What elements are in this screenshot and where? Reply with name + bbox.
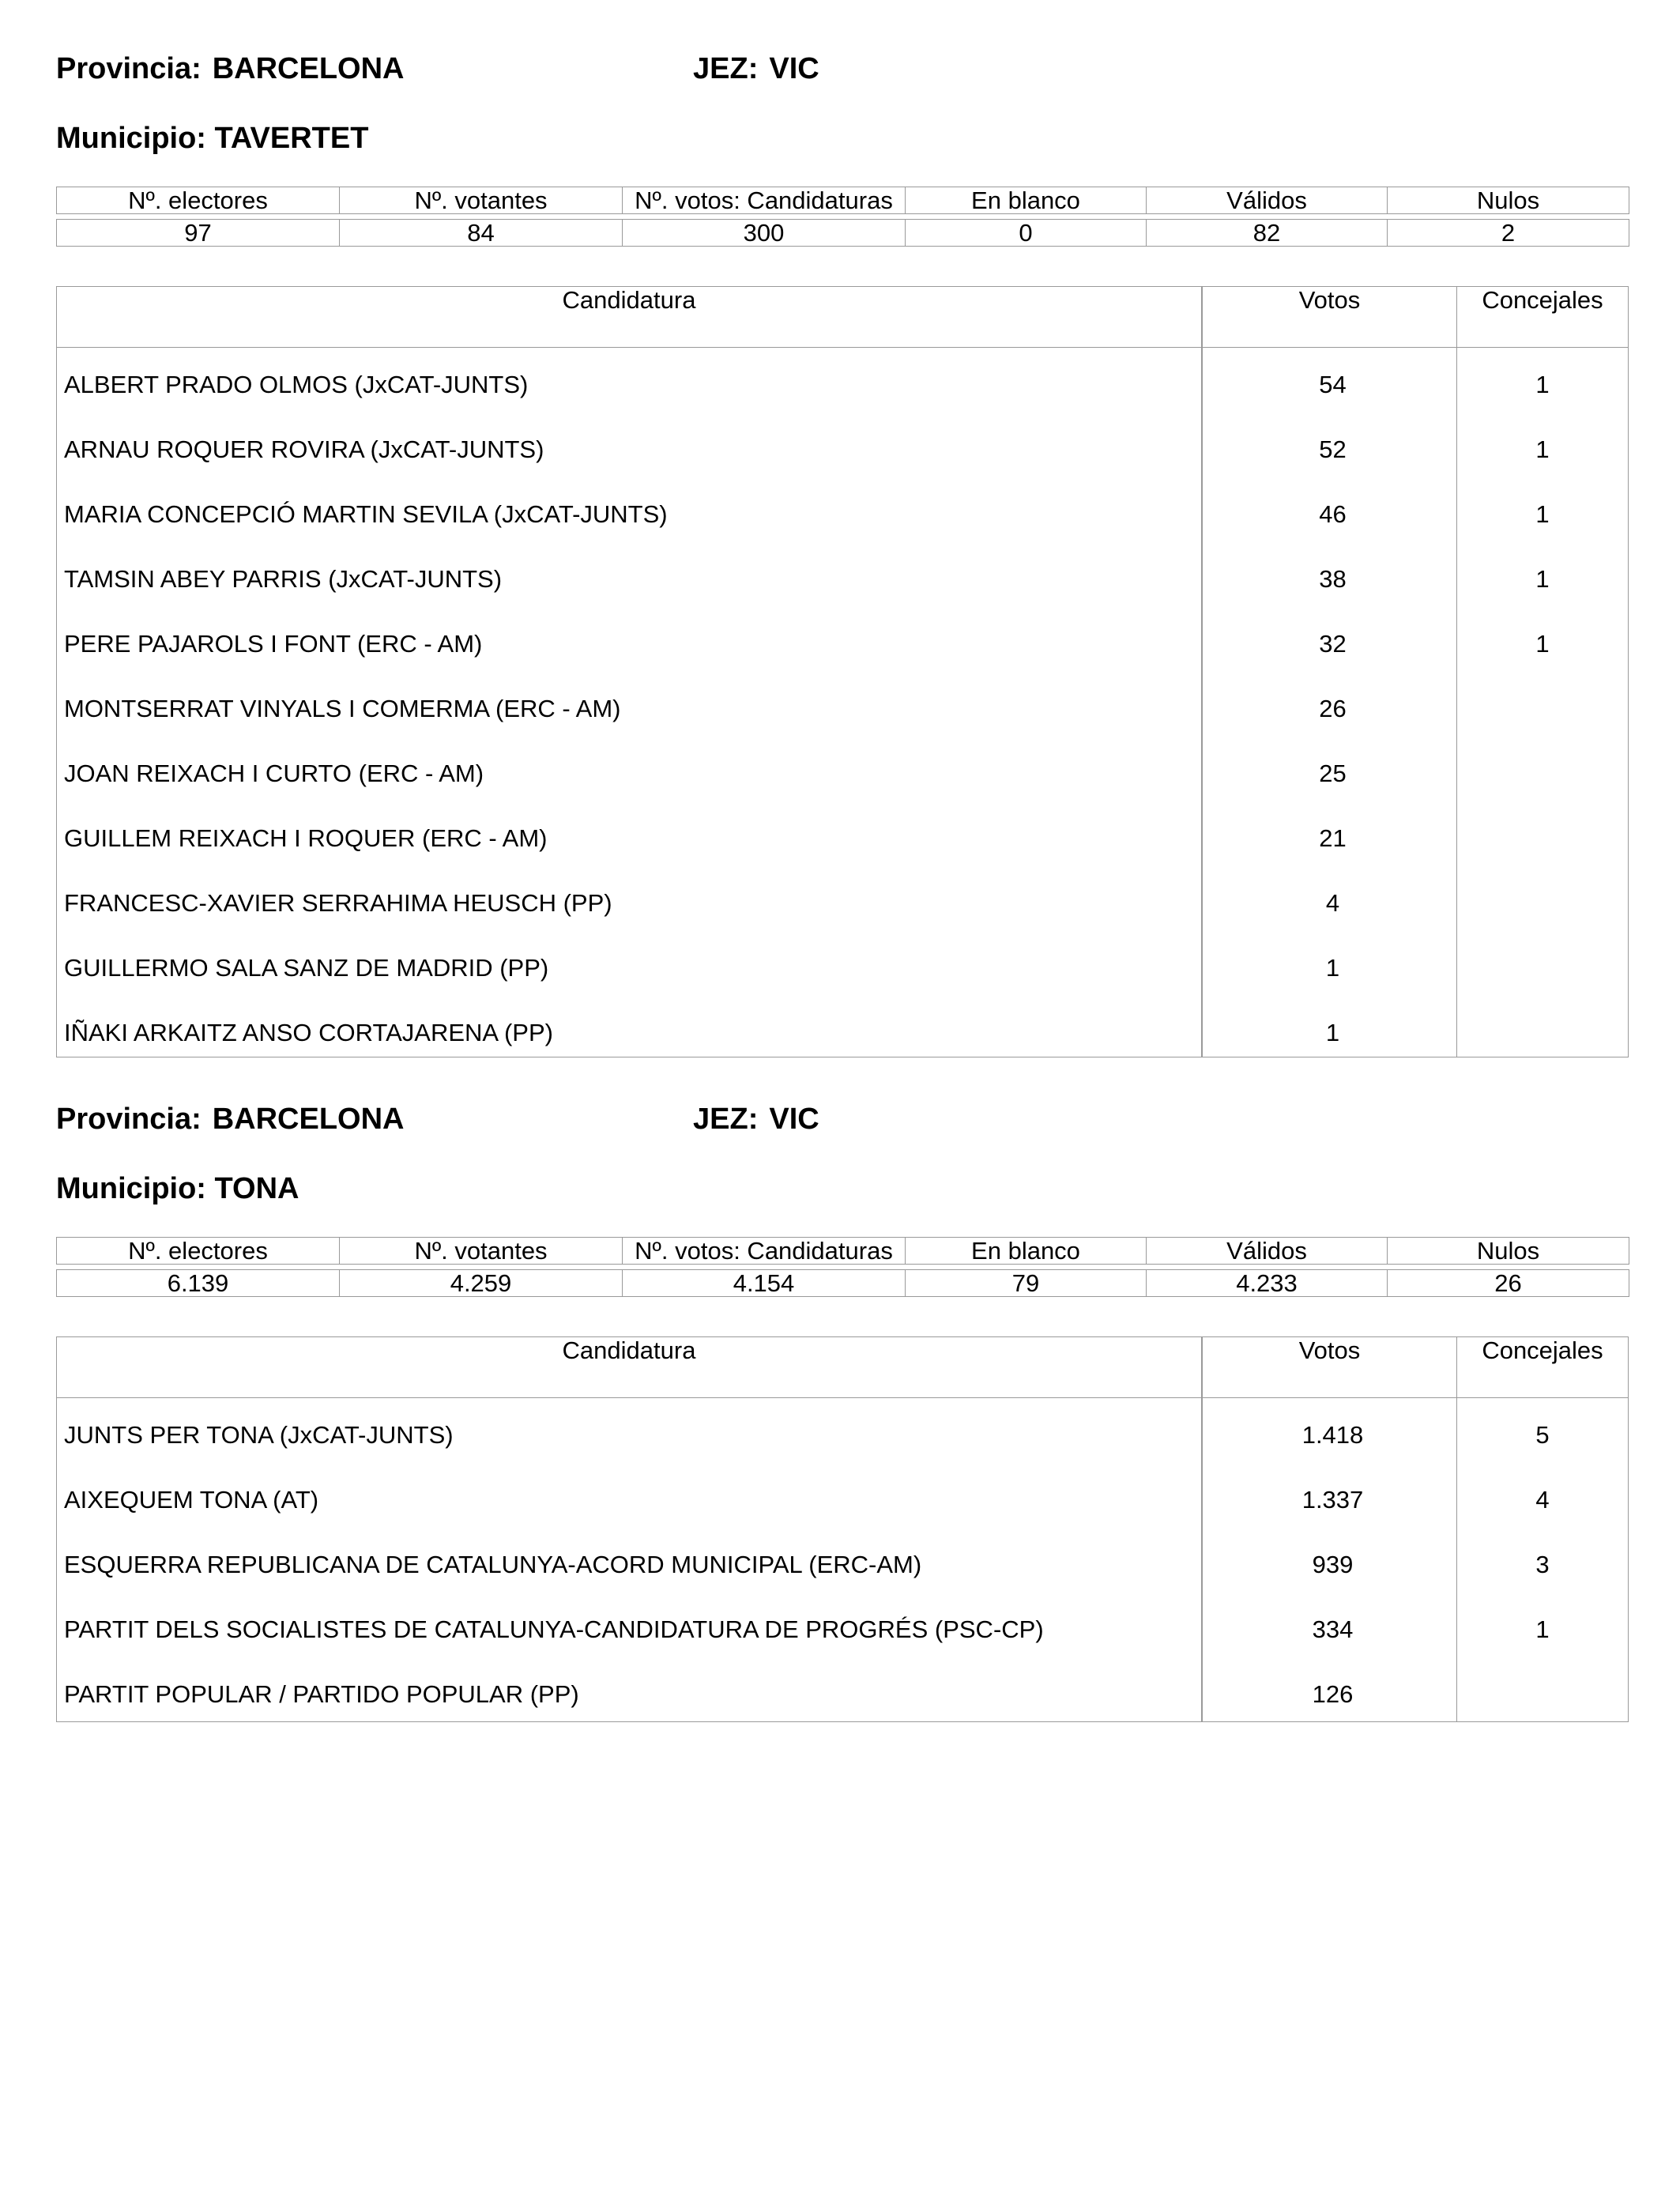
provincia-heading: Provincia: BARCELONA [56,1103,405,1136]
candidate-concejales: 1 [1535,500,1550,528]
candidate-name-column [57,348,1203,1057]
stat-header: En blanco [906,187,1147,214]
stats-table [56,187,1629,247]
candidate-name: TAMSIN ABEY PARRIS (JxCAT-JUNTS) [64,565,503,593]
stat-value: 84 [340,220,623,247]
candidate-name: AIXEQUEM TONA (AT) [64,1486,319,1514]
votos-header: Votos [1203,1337,1457,1397]
stat-header: Nº. electores [57,187,340,214]
stat-header: Nº. electores [57,1238,340,1265]
stat-value: 26 [1388,1270,1629,1297]
candidate-concejales: 1 [1535,1615,1550,1643]
candidate-name: ALBERT PRADO OLMOS (JxCAT-JUNTS) [64,371,529,398]
candidate-name: ESQUERRA REPUBLICANA DE CATALUNYA-ACORD MUNICIPAL (ERC-AM) [64,1551,922,1578]
stats-value-row [57,220,1629,247]
candidate-concejales [1457,1012,1628,1076]
candidate-name-column [57,1398,1203,1721]
votos-column [1203,348,1457,1057]
candidate-name: MONTSERRAT VINYALS I COMERMA (ERC - AM) [64,695,621,722]
candidates-table [56,1336,1629,1722]
stat-header: En blanco [906,1238,1147,1265]
candidate-votos: 4 [1325,889,1340,917]
candidates-body [57,348,1628,1057]
stat-value: 2 [1388,220,1629,247]
candidate-votos: 1 [1325,1019,1340,1046]
jez-heading: JEZ: VIC [693,1103,819,1136]
candidate-concejales: 5 [1535,1421,1550,1449]
candidate-concejales: 1 [1535,371,1550,398]
stats-header-row [57,187,1629,214]
stat-value: 97 [57,220,340,247]
candidatura-header: Candidatura [57,1337,1203,1397]
stat-value: 4.154 [623,1270,906,1297]
votos-column [1203,1398,1457,1721]
candidate-name: JUNTS PER TONA (JxCAT-JUNTS) [64,1421,454,1449]
candidate-name: MARIA CONCEPCIÓ MARTIN SEVILA (JxCAT-JUNTS) [64,500,668,528]
candidate-name: ARNAU ROQUER ROVIRA (JxCAT-JUNTS) [64,435,544,463]
candidate-concejales: 4 [1535,1486,1550,1514]
stat-value: 4.233 [1147,1270,1388,1297]
candidate-name: PARTIT DELS SOCIALISTES DE CATALUNYA-CANDIDATURA DE PROGRÉS (PSC-CP) [64,1615,1044,1643]
candidate-votos: 21 [1319,824,1347,852]
stats-table [56,1237,1629,1297]
votos-header: Votos [1203,287,1457,347]
candidate-concejales: 3 [1535,1551,1550,1578]
candidate-concejales [1457,688,1628,752]
candidate-name: PARTIT POPULAR / PARTIDO POPULAR (PP) [64,1680,579,1708]
stat-header: Nº. votantes [340,1238,623,1265]
candidate-concejales: 1 [1535,435,1550,463]
stat-header: Válidos [1147,1238,1388,1265]
jez-heading: JEZ: VIC [693,52,819,85]
candidate-votos: 32 [1319,630,1347,658]
stat-header: Nulos [1388,1238,1629,1265]
candidate-name: JOAN REIXACH I CURTO (ERC - AM) [64,760,484,787]
candidates-body [57,1398,1628,1721]
candidate-votos: 1.337 [1301,1486,1364,1514]
stat-value: 79 [906,1270,1147,1297]
candidate-votos: 46 [1319,500,1347,528]
candidates-table [56,286,1629,1057]
candidate-name: GUILLEM REIXACH I ROQUER (ERC - AM) [64,824,548,852]
candidate-votos: 38 [1319,565,1347,593]
provincia-heading: Provincia: BARCELONA [56,52,405,85]
concejales-header: Concejales [1482,286,1603,314]
candidatura-header: Candidatura [57,287,1203,347]
candidate-votos: 54 [1319,371,1347,398]
stat-value: 4.259 [340,1270,623,1297]
candidate-votos: 1 [1325,954,1340,982]
candidate-name: GUILLERMO SALA SANZ DE MADRID (PP) [64,954,549,982]
candidate-concejales [1457,947,1628,1012]
stat-header: Nº. votantes [340,187,623,214]
candidate-votos: 334 [1312,1615,1354,1643]
stats-header-row [57,1238,1629,1265]
candidates-header-row [57,1337,1628,1398]
candidate-votos: 126 [1312,1680,1354,1708]
municipio-heading: Municipio: TAVERTET [56,122,369,155]
candidate-votos: 26 [1319,695,1347,722]
stat-header: Nº. votos: Candidaturas [623,187,906,214]
candidate-concejales [1457,1673,1628,1738]
candidate-votos: 939 [1312,1551,1354,1578]
candidate-name: FRANCESC-XAVIER SERRAHIMA HEUSCH (PP) [64,889,612,917]
concejales-column [1457,1398,1628,1721]
stat-header: Nº. votos: Candidaturas [623,1238,906,1265]
candidate-name: PERE PAJAROLS I FONT (ERC - AM) [64,630,483,658]
candidate-votos: 25 [1319,760,1347,787]
candidates-header-row [57,287,1628,348]
candidate-votos: 52 [1319,435,1347,463]
stat-header: Nulos [1388,187,1629,214]
municipio-heading: Municipio: TONA [56,1172,299,1205]
candidate-votos: 1.418 [1301,1421,1364,1449]
stat-value: 300 [623,220,906,247]
stats-value-row [57,1270,1629,1297]
stat-value: 6.139 [57,1270,340,1297]
concejales-header: Concejales [1482,1336,1603,1364]
candidate-name: IÑAKI ARKAITZ ANSO CORTAJARENA (PP) [64,1019,553,1046]
stat-header: Válidos [1147,187,1388,214]
candidate-concejales [1457,817,1628,882]
candidate-concejales [1457,882,1628,947]
concejales-column [1457,348,1628,1057]
candidate-concejales [1457,752,1628,817]
candidate-concejales: 1 [1535,630,1550,658]
candidate-concejales: 1 [1535,565,1550,593]
stat-value: 82 [1147,220,1388,247]
stat-value: 0 [906,220,1147,247]
